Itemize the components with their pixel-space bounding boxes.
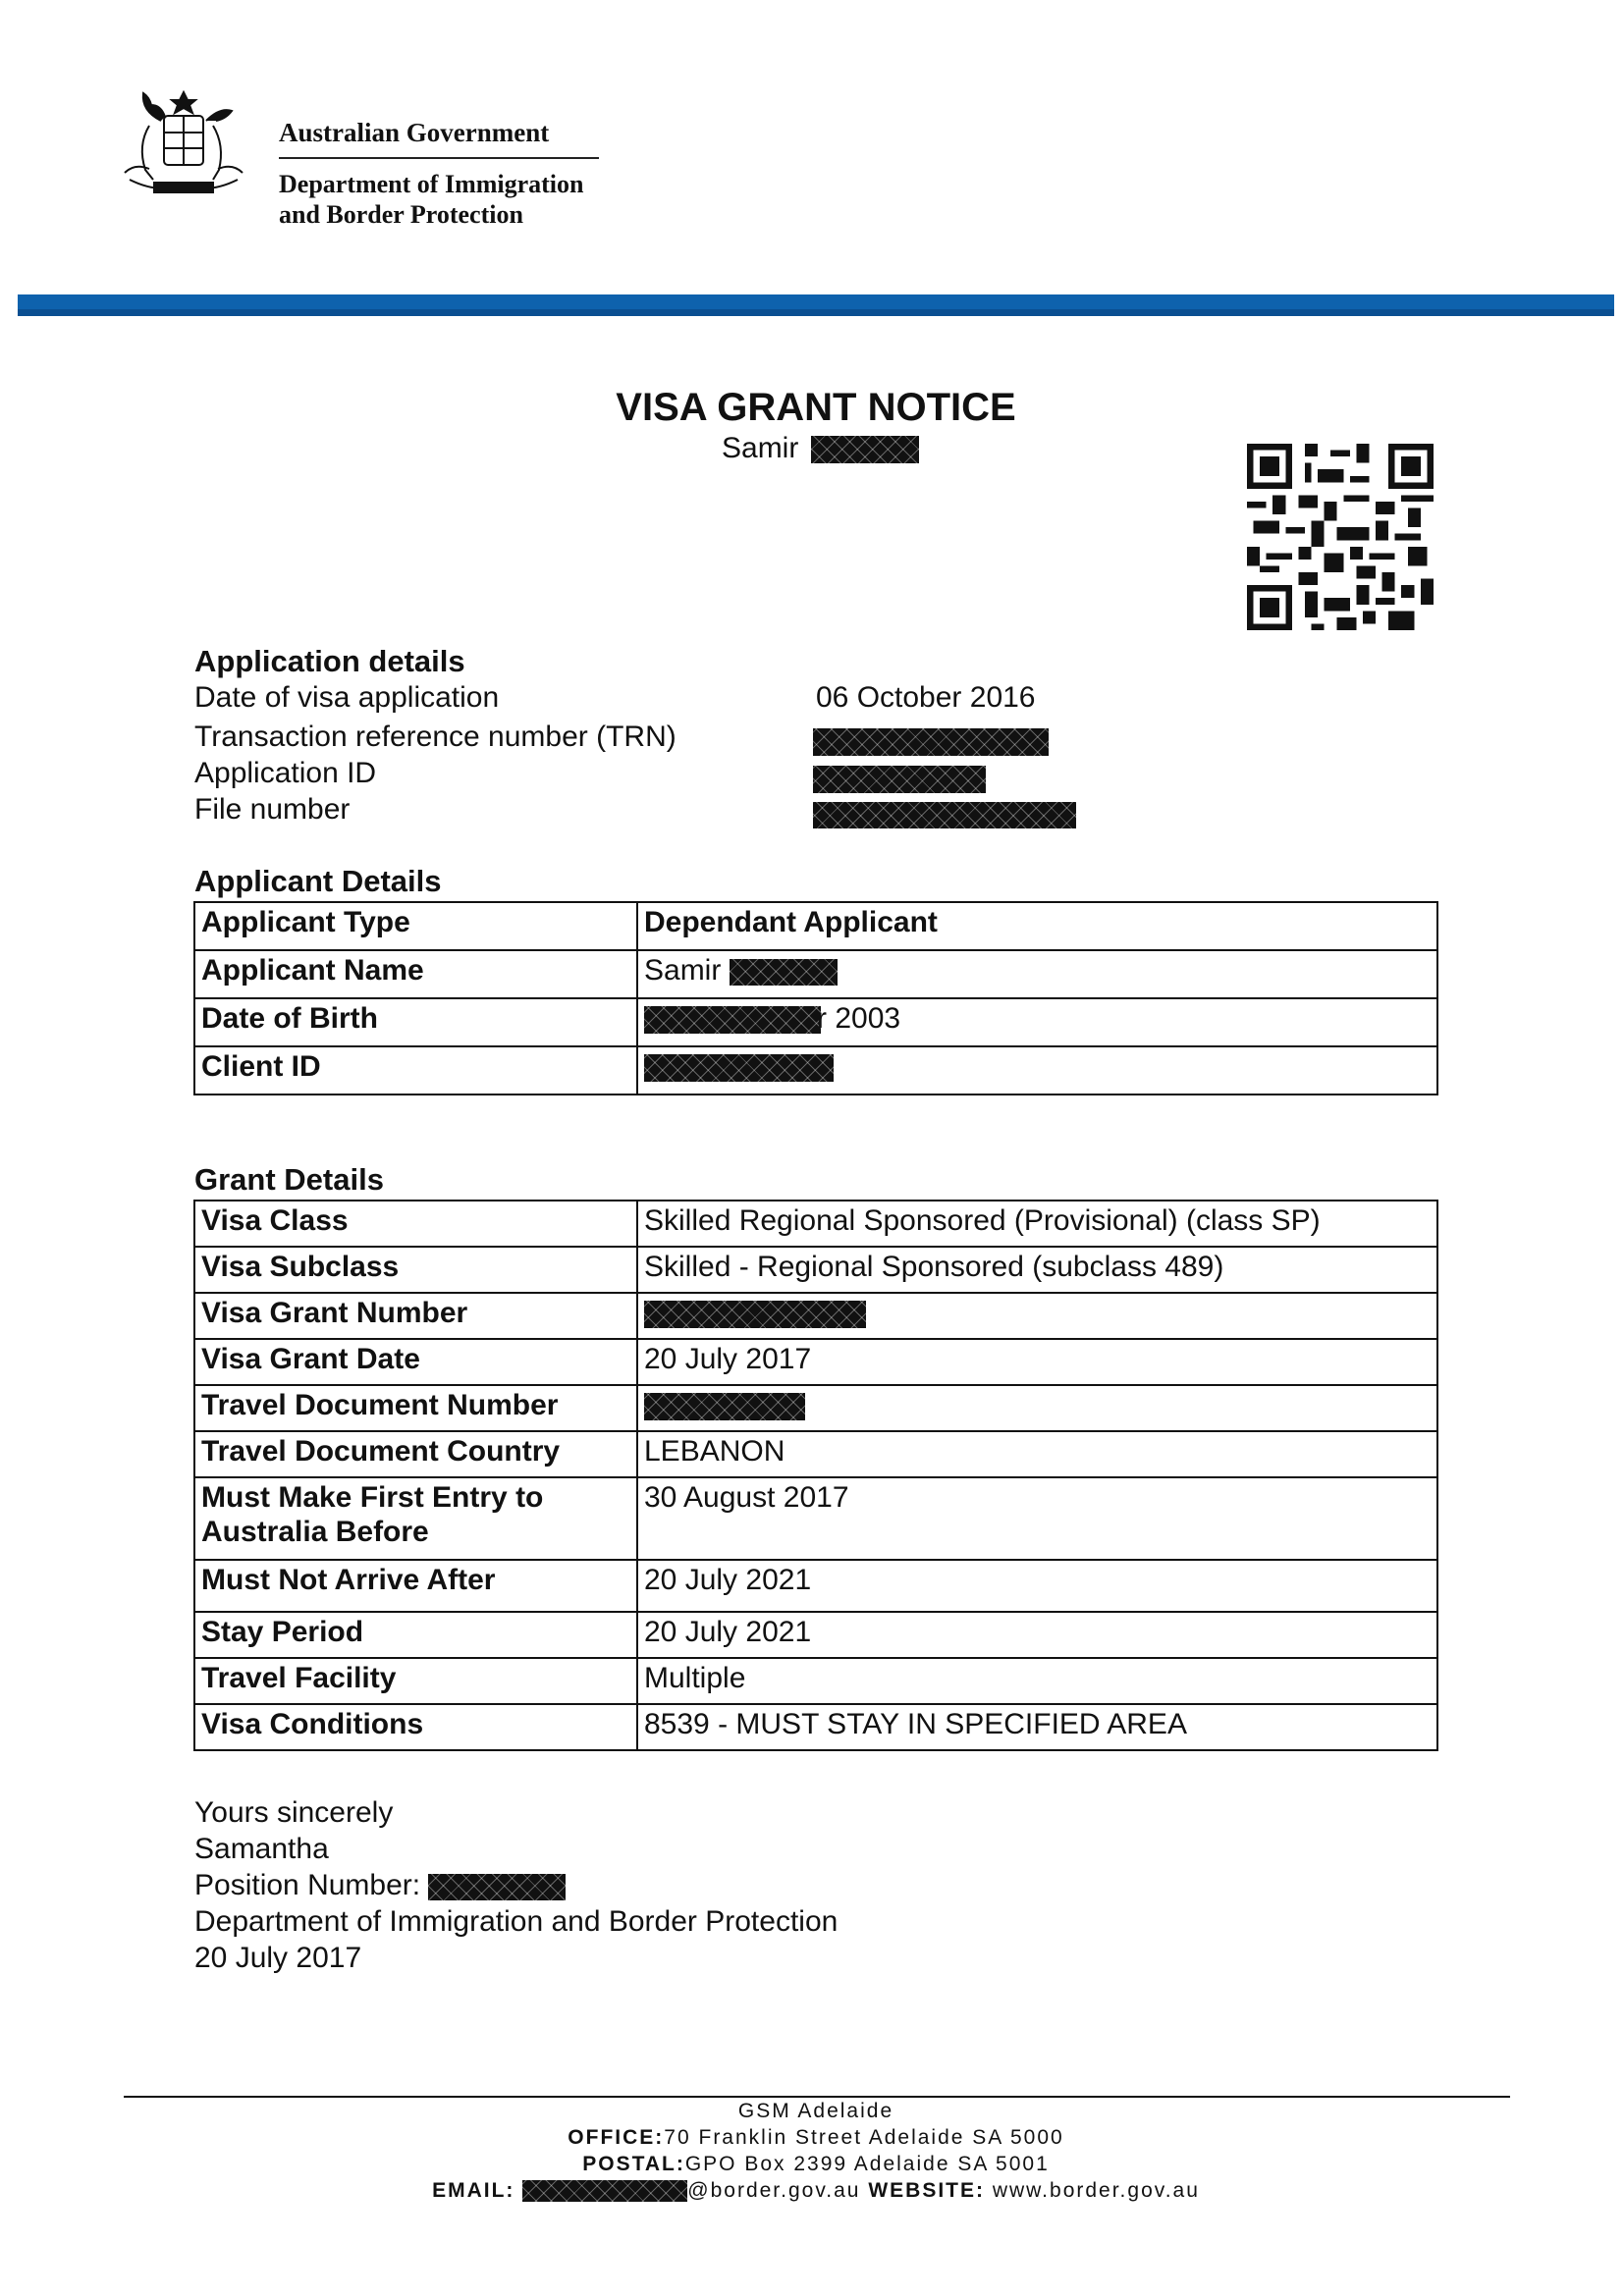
row-label: Client ID — [194, 1046, 637, 1095]
application-details-heading: Application details — [194, 644, 465, 678]
row-label: Date of Birth — [194, 998, 637, 1046]
application-id-label: Application ID — [194, 757, 377, 789]
application-date-label: Date of visa application — [194, 681, 500, 714]
page-title: VISA GRANT NOTICE — [616, 386, 1016, 429]
row-value: 30 August 2017 — [637, 1477, 1437, 1560]
row-label: Applicant Name — [194, 950, 637, 998]
government-name: Australian Government — [279, 118, 550, 147]
table-row — [194, 1046, 1437, 1095]
row-value-cell — [637, 1293, 1437, 1339]
table-row — [194, 1339, 1437, 1385]
row-value: Dependant Applicant — [637, 902, 1437, 950]
grant-details-table — [193, 1200, 1438, 1751]
footer-postal-line — [0, 2151, 1624, 2177]
redacted-file-number — [813, 802, 1076, 828]
redacted-position-number — [428, 1874, 566, 1900]
department-line-2: and Border Protection — [279, 200, 523, 229]
table-row — [194, 998, 1437, 1046]
postal-address: GPO Box 2399 Adelaide SA 5001 — [684, 2153, 1050, 2175]
row-label: Visa Class — [194, 1201, 637, 1247]
position-number-label: Position Number: — [194, 1869, 421, 1901]
email-domain: @border.gov.au — [687, 2179, 861, 2202]
email-label: EMAIL: — [432, 2179, 515, 2202]
redacted-application-id — [813, 766, 986, 793]
table-row — [194, 1385, 1437, 1431]
signer-name: Samantha — [194, 1833, 329, 1865]
row-label: Visa Grant Number — [194, 1293, 637, 1339]
footer-office-line — [0, 2124, 1624, 2151]
row-label: Visa Grant Date — [194, 1339, 637, 1385]
table-row — [194, 1658, 1437, 1704]
row-value: Skilled Regional Sponsored (Provisional) (class SP) — [637, 1201, 1437, 1247]
redacted-email-user — [522, 2180, 687, 2202]
row-value: r 2003 — [817, 1002, 901, 1035]
table-row — [194, 902, 1437, 950]
file-number-label: File number — [194, 793, 351, 826]
row-label: Must Make First Entry to Australia Before — [194, 1477, 637, 1560]
row-label: Visa Subclass — [194, 1247, 637, 1293]
row-value-cell — [637, 950, 1437, 998]
row-label: Travel Document Number — [194, 1385, 637, 1431]
row-value: 20 July 2021 — [637, 1560, 1437, 1612]
footer-office-name: GSM Adelaide — [737, 2100, 894, 2122]
redacted-trn — [813, 728, 1049, 756]
redacted-travel-document-number — [644, 1393, 805, 1420]
row-value-cell — [637, 998, 1437, 1046]
redacted-client-id — [644, 1054, 834, 1082]
qr-code — [1247, 444, 1434, 630]
redacted-surname — [811, 436, 919, 463]
row-label: Visa Conditions — [194, 1704, 637, 1750]
row-value-cell — [637, 1046, 1437, 1095]
row-label: Applicant Type — [194, 902, 637, 950]
row-label: Travel Document Country — [194, 1431, 637, 1477]
header-divider — [279, 157, 599, 159]
postal-label: POSTAL: — [582, 2153, 685, 2175]
office-address: 70 Franklin Street Adelaide SA 5000 — [664, 2126, 1064, 2149]
row-label: Must Not Arrive After — [194, 1560, 637, 1612]
table-row — [194, 1477, 1437, 1560]
redacted-birth-date — [644, 1006, 821, 1034]
footer-contact-line — [0, 2177, 1624, 2204]
table-row — [194, 1560, 1437, 1612]
row-value: 8539 - MUST STAY IN SPECIFIED AREA — [637, 1704, 1437, 1750]
table-row — [194, 1431, 1437, 1477]
row-label: Travel Facility — [194, 1658, 637, 1704]
coat-of-arms-logo — [110, 86, 257, 204]
website-link[interactable]: www.border.gov.au — [992, 2179, 1200, 2202]
table-row — [194, 1293, 1437, 1339]
row-value-cell — [637, 1385, 1437, 1431]
signoff-block — [194, 1794, 838, 1976]
row-value: Samir — [644, 954, 722, 987]
table-row — [194, 1612, 1437, 1658]
grant-details-heading: Grant Details — [194, 1162, 384, 1197]
trn-label: Transaction reference number (TRN) — [194, 721, 677, 753]
table-row — [194, 950, 1437, 998]
website-label: WEBSITE: — [868, 2179, 985, 2202]
table-row — [194, 1247, 1437, 1293]
signoff-date: 20 July 2017 — [194, 1942, 362, 1974]
signer-department: Department of Immigration and Border Protection — [194, 1905, 839, 1938]
table-row — [194, 1201, 1437, 1247]
recipient-name — [722, 432, 919, 465]
row-value: LEBANON — [637, 1431, 1437, 1477]
closing: Yours sincerely — [194, 1796, 394, 1829]
recipient-first-name: Samir — [722, 432, 799, 464]
row-value: 20 July 2017 — [637, 1339, 1437, 1385]
row-value: Multiple — [637, 1658, 1437, 1704]
department-name — [279, 169, 584, 230]
row-value: 20 July 2021 — [637, 1612, 1437, 1658]
header-blue-bar-shade — [18, 309, 1614, 316]
department-line-1: Department of Immigration — [279, 170, 584, 198]
position-number-line — [194, 1867, 838, 1903]
office-label: OFFICE: — [568, 2126, 665, 2149]
application-date-value: 06 October 2016 — [816, 681, 1036, 714]
table-row — [194, 1704, 1437, 1750]
row-value: Skilled - Regional Sponsored (subclass 489) — [637, 1247, 1437, 1293]
applicant-details-table — [193, 901, 1438, 1095]
row-label: Stay Period — [194, 1612, 637, 1658]
applicant-details-heading: Applicant Details — [194, 864, 442, 898]
redacted-grant-number — [644, 1301, 866, 1328]
redacted-surname — [730, 959, 838, 986]
